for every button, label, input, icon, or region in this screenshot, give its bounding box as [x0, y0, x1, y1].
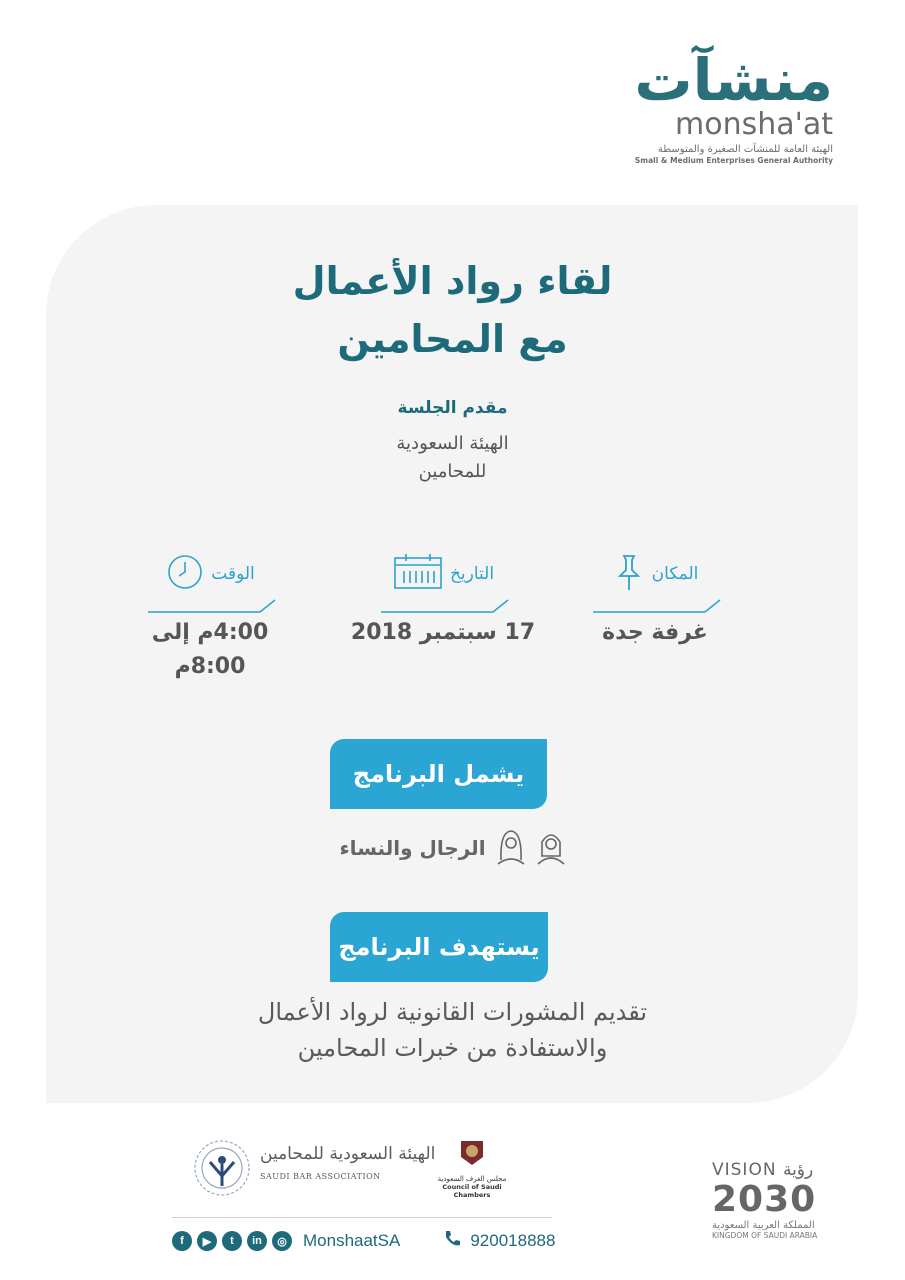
presenter-name — [0, 430, 905, 486]
event-title-line1: لقاء رواد الأعمال — [292, 259, 613, 303]
vision-word: VISION — [712, 1160, 777, 1180]
calendar-icon — [392, 552, 444, 596]
twitter-icon[interactable]: t — [222, 1231, 242, 1251]
facebook-icon[interactable]: f — [172, 1231, 192, 1251]
date-label: التاريخ — [449, 564, 495, 584]
goal-line1: تقديم المشورات القانونية لرواد الأعمال — [257, 998, 648, 1026]
place-value: غرفة جدة — [602, 620, 708, 645]
bar-association-name-ar: الهيئة السعودية للمحامين — [260, 1144, 436, 1164]
presenter-heading: مقدم الجلسة — [397, 398, 508, 418]
bar-association-emblem-icon — [192, 1138, 252, 1198]
monshaat-logo — [633, 48, 833, 166]
event-title-line2: مع المحامين — [337, 317, 568, 361]
youtube-icon[interactable]: ▶ — [197, 1231, 217, 1251]
program-goal — [0, 994, 905, 1066]
place-label: المكان — [651, 564, 699, 584]
council-emblem-icon — [457, 1137, 487, 1167]
council-name-en: Council of Saudi Chambers — [442, 1183, 502, 1199]
phone-icon — [442, 1229, 462, 1253]
vision-kingdom-ar: المملكة العربية السعودية — [712, 1220, 815, 1231]
vision-year: 2030 — [712, 1179, 817, 1220]
man-icon — [536, 826, 566, 870]
targets-heading: يستهدف البرنامج — [330, 912, 548, 982]
place-info — [555, 552, 755, 650]
saudi-bar-association-logo — [192, 1138, 436, 1198]
audience-row — [0, 826, 905, 870]
vision-arabic: رؤية — [782, 1160, 814, 1180]
phone-number[interactable]: 920018888 — [470, 1231, 556, 1250]
time-value — [110, 616, 310, 684]
time-info — [110, 552, 310, 684]
audience-text: الرجال والنساء — [339, 836, 486, 860]
logo-arabic: منشآت — [634, 46, 833, 114]
vision-2030-logo — [712, 1160, 842, 1240]
instagram-icon[interactable]: ◎ — [272, 1231, 292, 1251]
council-saudi-chambers-logo — [430, 1137, 514, 1199]
presenter-line2: للمحامين — [418, 461, 487, 482]
bar-association-name-en: SAUDI BAR ASSOCIATION — [260, 1172, 381, 1181]
footer-contact — [172, 1230, 555, 1252]
date-info — [343, 552, 543, 650]
includes-heading: يشمل البرنامج — [330, 739, 547, 809]
time-line2: 8:00م — [174, 654, 246, 679]
presenter-line1: الهيئة السعودية — [396, 433, 509, 454]
date-value: 17 سبتمبر 2018 — [350, 620, 536, 645]
goal-line2: والاستفادة من خبرات المحامين — [297, 1034, 608, 1062]
social-handle[interactable]: MonshaatSA — [303, 1231, 401, 1250]
council-name-ar: مجلس الغرف السعودية — [437, 1175, 507, 1183]
pushpin-icon — [612, 552, 646, 596]
clock-icon — [165, 552, 205, 596]
logo-english: monsha'at — [674, 107, 833, 142]
woman-icon — [496, 826, 526, 870]
vision-kingdom-en: KINGDOM OF SAUDI ARABIA — [712, 1231, 818, 1240]
time-label: الوقت — [211, 564, 255, 584]
logo-subtitle-ar: الهيئة العامة للمنشآت الصغيرة والمتوسطة — [657, 144, 833, 155]
logo-subtitle-en: Small & Medium Enterprises General Authority — [634, 156, 833, 165]
footer-divider — [172, 1217, 552, 1218]
linkedin-icon[interactable]: in — [247, 1231, 267, 1251]
time-line1: 4:00م إلى — [151, 620, 269, 645]
